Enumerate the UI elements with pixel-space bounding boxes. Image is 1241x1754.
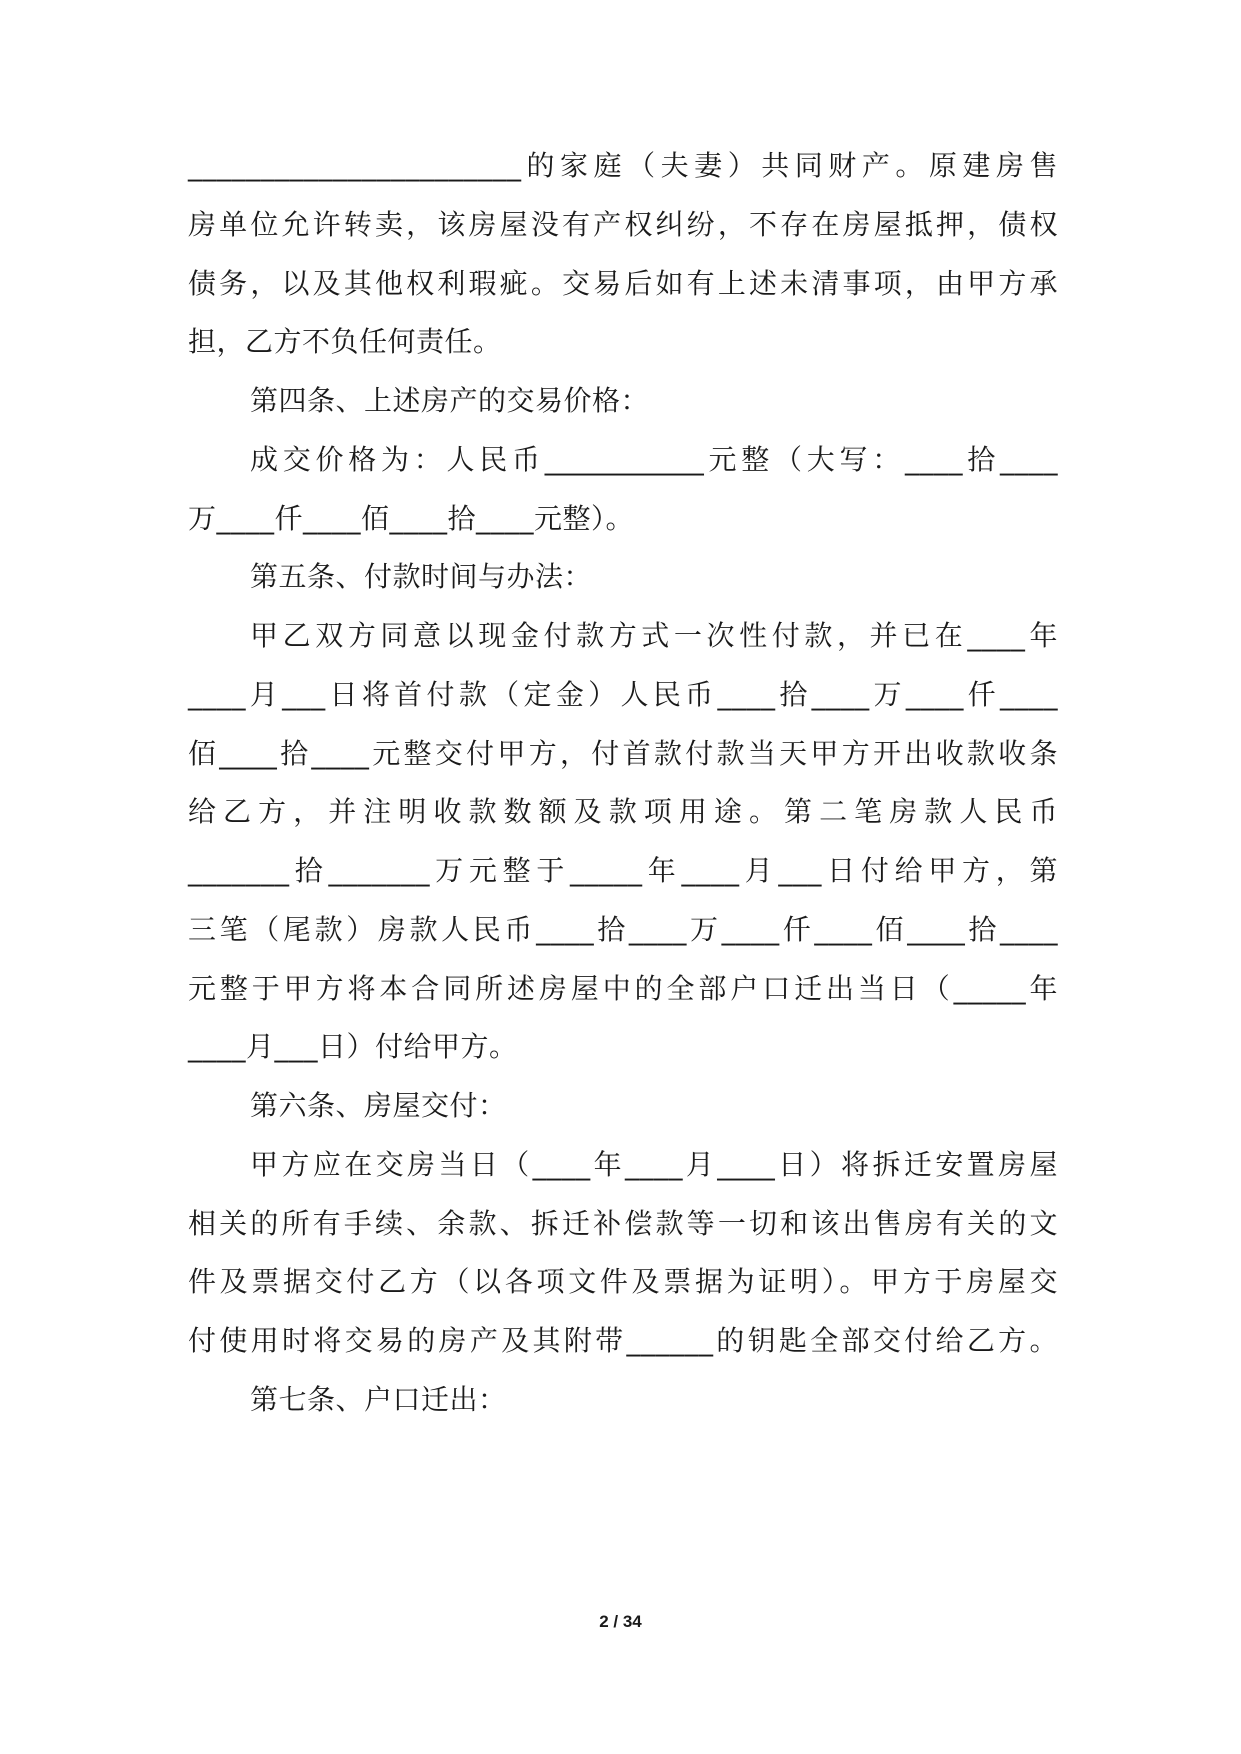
body-line-16: ____月___日）付给甲方。 <box>188 1030 518 1063</box>
body-line-11: 佰____拾____元整交付甲方，付首款付款当天甲方开出收款收条 <box>188 737 1058 770</box>
article-6-heading: 第六条、房屋交付： <box>250 1089 507 1122</box>
body-line-9: 甲乙双方同意以现金付款方式一次性付款，并已在____年 <box>250 619 1058 652</box>
body-line-2: 房单位允许转卖，该房屋没有产权纠纷，不存在房屋抵押，债权 <box>188 208 1058 241</box>
body-line-18: 甲方应在交房当日（____年____月____日）将拆迁安置房屋 <box>250 1148 1058 1181</box>
body-line-20: 件及票据交付乙方（以各项文件及票据为证明）。甲方于房屋交 <box>188 1265 1058 1298</box>
body-line-10: ____月___日将首付款（定金）人民币____拾____万____仟____ <box>188 678 1058 711</box>
body-line-15: 元整于甲方将本合同所述房屋中的全部户口迁出当日（_____年 <box>188 972 1058 1005</box>
body-line-6: 成交价格为：人民币___________元整（大写：____拾____ <box>250 443 1058 476</box>
article-7-heading: 第七条、户口迁出： <box>250 1383 507 1416</box>
body-line-21: 付使用时将交易的房产及其附带______的钥匙全部交付给乙方。 <box>188 1324 1058 1357</box>
body-line-13: _______拾_______万元整于_____年____月___日付给甲方，第 <box>188 854 1058 887</box>
article-5-heading: 第五条、付款时间与办法： <box>250 560 593 593</box>
article-4-heading: 第四条、上述房产的交易价格： <box>250 384 650 417</box>
body-line-14: 三笔（尾款）房款人民币____拾____万____仟____佰____拾____ <box>188 913 1058 946</box>
body-line-19: 相关的所有手续、余款、拆迁补偿款等一切和该出售房有关的文 <box>188 1207 1058 1240</box>
body-line-3: 债务，以及其他权利瑕疵。交易后如有上述未清事项，由甲方承 <box>188 267 1058 300</box>
body-line-1: _______________________的家庭（夫妻）共同财产。原建房售 <box>188 149 1058 182</box>
page-number: 2 / 34 <box>599 1612 642 1631</box>
body-line-12: 给乙方，并注明收款数额及款项用途。第二笔房款人民币 <box>188 795 1058 828</box>
body-line-4: 担，乙方不负任何责任。 <box>188 325 502 358</box>
body-line-7: 万____仟____佰____拾____元整）。 <box>188 502 635 535</box>
